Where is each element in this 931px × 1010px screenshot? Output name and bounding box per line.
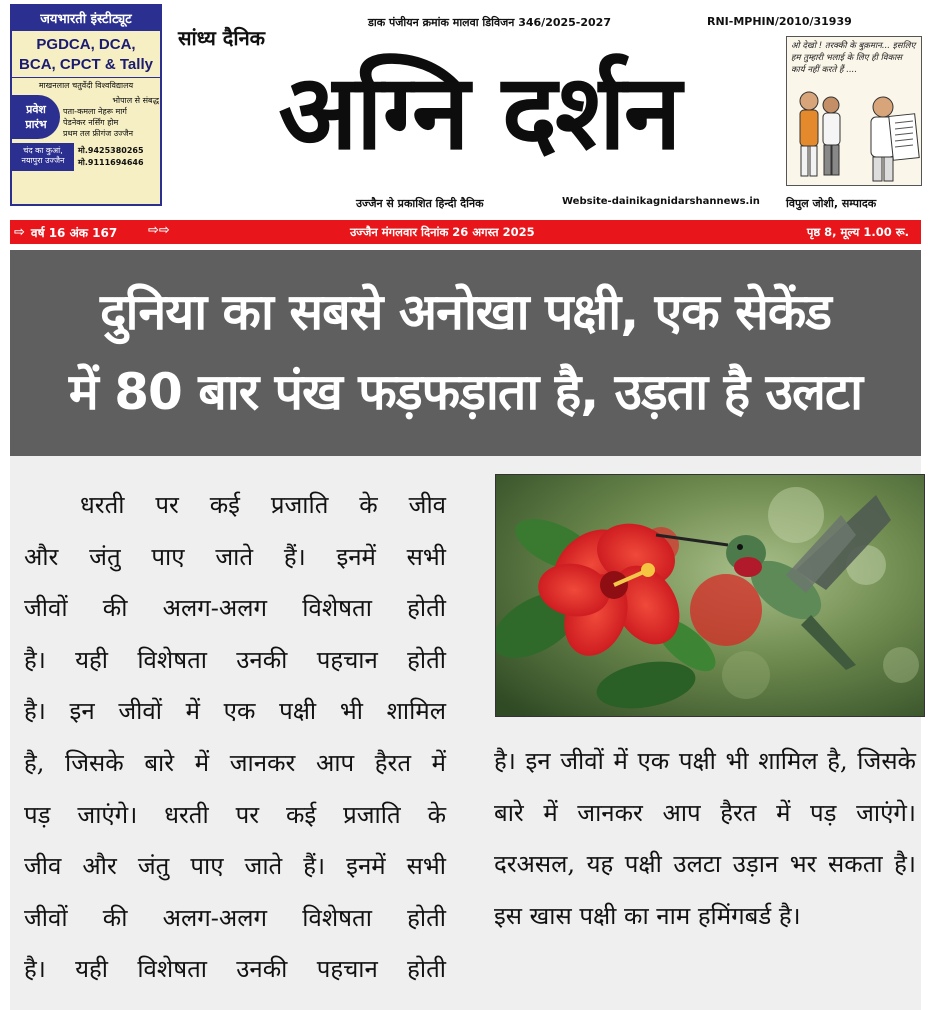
double-arrow-icon: ⇨⇨ bbox=[148, 223, 170, 238]
left-line-2: और जंतु पाए जाते हैं। इनमें सभी bbox=[24, 542, 446, 571]
left-line-7: पड़ जाएंगे। धरती पर कई प्रजाति के bbox=[24, 800, 446, 829]
issue-info-bar bbox=[10, 220, 921, 244]
ad-title: जयभारती इंस्टीट्यूट bbox=[12, 6, 160, 31]
editorial-cartoon[interactable] bbox=[786, 36, 922, 186]
cartoon-illustration bbox=[787, 77, 922, 186]
headline-line1: दुनिया का सबसे अनोखा पक्षी, एक सेकेंड bbox=[99, 283, 832, 341]
volume-number: वर्ष 16 अंक 167 bbox=[30, 226, 118, 240]
ad-university: माखनलाल चतुर्वेदी विश्वविद्यालय bbox=[12, 77, 160, 93]
left-line-5: है। इन जीवों में एक पक्षी भी शामिल bbox=[24, 697, 446, 726]
masthead bbox=[0, 0, 931, 216]
ad-phones bbox=[74, 143, 160, 171]
ad-location: चंद का कुआं, नयापुरा उज्जैन bbox=[12, 143, 74, 171]
tagline: उज्जैन से प्रकाशित हिन्दी दैनिक bbox=[356, 197, 484, 210]
headline-line2: में 80 बार पंख फड़फड़ाता है, उड़ता है उलटा bbox=[68, 363, 863, 421]
ad-address-line3: प्रथम तल फ्रीगंज उज्जैन bbox=[63, 129, 134, 138]
left-line-6: है, जिसके बारे में जानकर आप हैरत में bbox=[24, 748, 446, 777]
left-line-3: जीवों की अलग-अलग विशेषता होती bbox=[24, 594, 446, 623]
ad-address bbox=[62, 93, 160, 141]
left-line-8: जीव और जंतु पाए जाते हैं। इनमें सभी bbox=[24, 852, 446, 881]
ad-courses-line1: PGDCA, DCA, bbox=[36, 36, 136, 53]
hummingbird-hibiscus-image bbox=[496, 475, 925, 717]
editor-credit: विपुल जोशी, सम्पादक bbox=[786, 197, 877, 210]
left-line-10: है। यही विशेषता उनकी पहचान होती bbox=[24, 955, 446, 984]
volume-group bbox=[14, 224, 117, 241]
badge-line1: प्रवेश bbox=[26, 103, 46, 116]
cartoon-caption: ओ देखो ! तरक्की के बुक़मान... इसलिए हम तुम्हारी भलाई के लिए ही विकास कार्य नहीं करते हैं .... bbox=[791, 41, 916, 75]
ad-courses-line2: BCA, CPCT & Tally bbox=[19, 56, 153, 73]
ad-address-line1: पता-कमला नेहरू मार्ग bbox=[63, 107, 127, 116]
ad-phone-2: मो.9111694646 bbox=[78, 158, 144, 167]
badge-line2: प्रारंभ bbox=[25, 118, 47, 131]
arrow-right-icon: ⇨ bbox=[14, 225, 25, 240]
ad-affiliation: भोपाल से संबद्ध bbox=[112, 96, 159, 105]
ad-phone-1: मो.9425380265 bbox=[78, 146, 144, 155]
institute-ad[interactable] bbox=[10, 4, 162, 206]
page-price: पृष्ठ 8, मूल्य 1.00 रू. bbox=[806, 225, 909, 239]
ad-courses bbox=[12, 31, 160, 77]
left-line-1: धरती पर कई प्रजाति के जीव bbox=[80, 491, 446, 519]
edition-type: सांध्य दैनिक bbox=[178, 26, 266, 50]
rni-number: RNI-MPHIN/2010/31939 bbox=[707, 15, 852, 28]
website-link[interactable]: Website-dainikagnidarshannews.in bbox=[562, 196, 760, 207]
article-left-column bbox=[24, 480, 446, 996]
left-line-9: जीवों की अलग-अलग विशेषता होती bbox=[24, 903, 446, 932]
ad-address-line2: पेडनेकर नर्सिंग होम bbox=[63, 118, 119, 127]
headline-banner bbox=[10, 250, 921, 456]
ad-contact-row bbox=[12, 143, 160, 171]
article-body bbox=[10, 456, 921, 1010]
article-right-column bbox=[494, 736, 916, 942]
hummingbird-photo[interactable] bbox=[495, 474, 925, 717]
admission-badge bbox=[12, 95, 60, 139]
left-line-4: है। यही विशेषता उनकी पहचान होती bbox=[24, 645, 446, 674]
right-paragraph: है। इन जीवों में एक पक्षी भी शामिल है, जिसके बारे में जानकर आप हैरत में पड़ जाएंगे। दरअसल, यह पक्षी उलटा उड़ान भर सकता है। इस खास पक्षी का नाम हमिंगबर्ड है। bbox=[494, 747, 916, 930]
newspaper-nameplate: अग्नि दर्शन bbox=[278, 51, 680, 173]
postal-registration: डाक पंजीयन क्रमांक मालवा डिविजन 346/2025-2027 bbox=[368, 16, 611, 29]
ad-admission-row bbox=[12, 93, 160, 141]
issue-date: उज्जैन मंगलवार दिनांक 26 अगस्त 2025 bbox=[350, 225, 535, 239]
